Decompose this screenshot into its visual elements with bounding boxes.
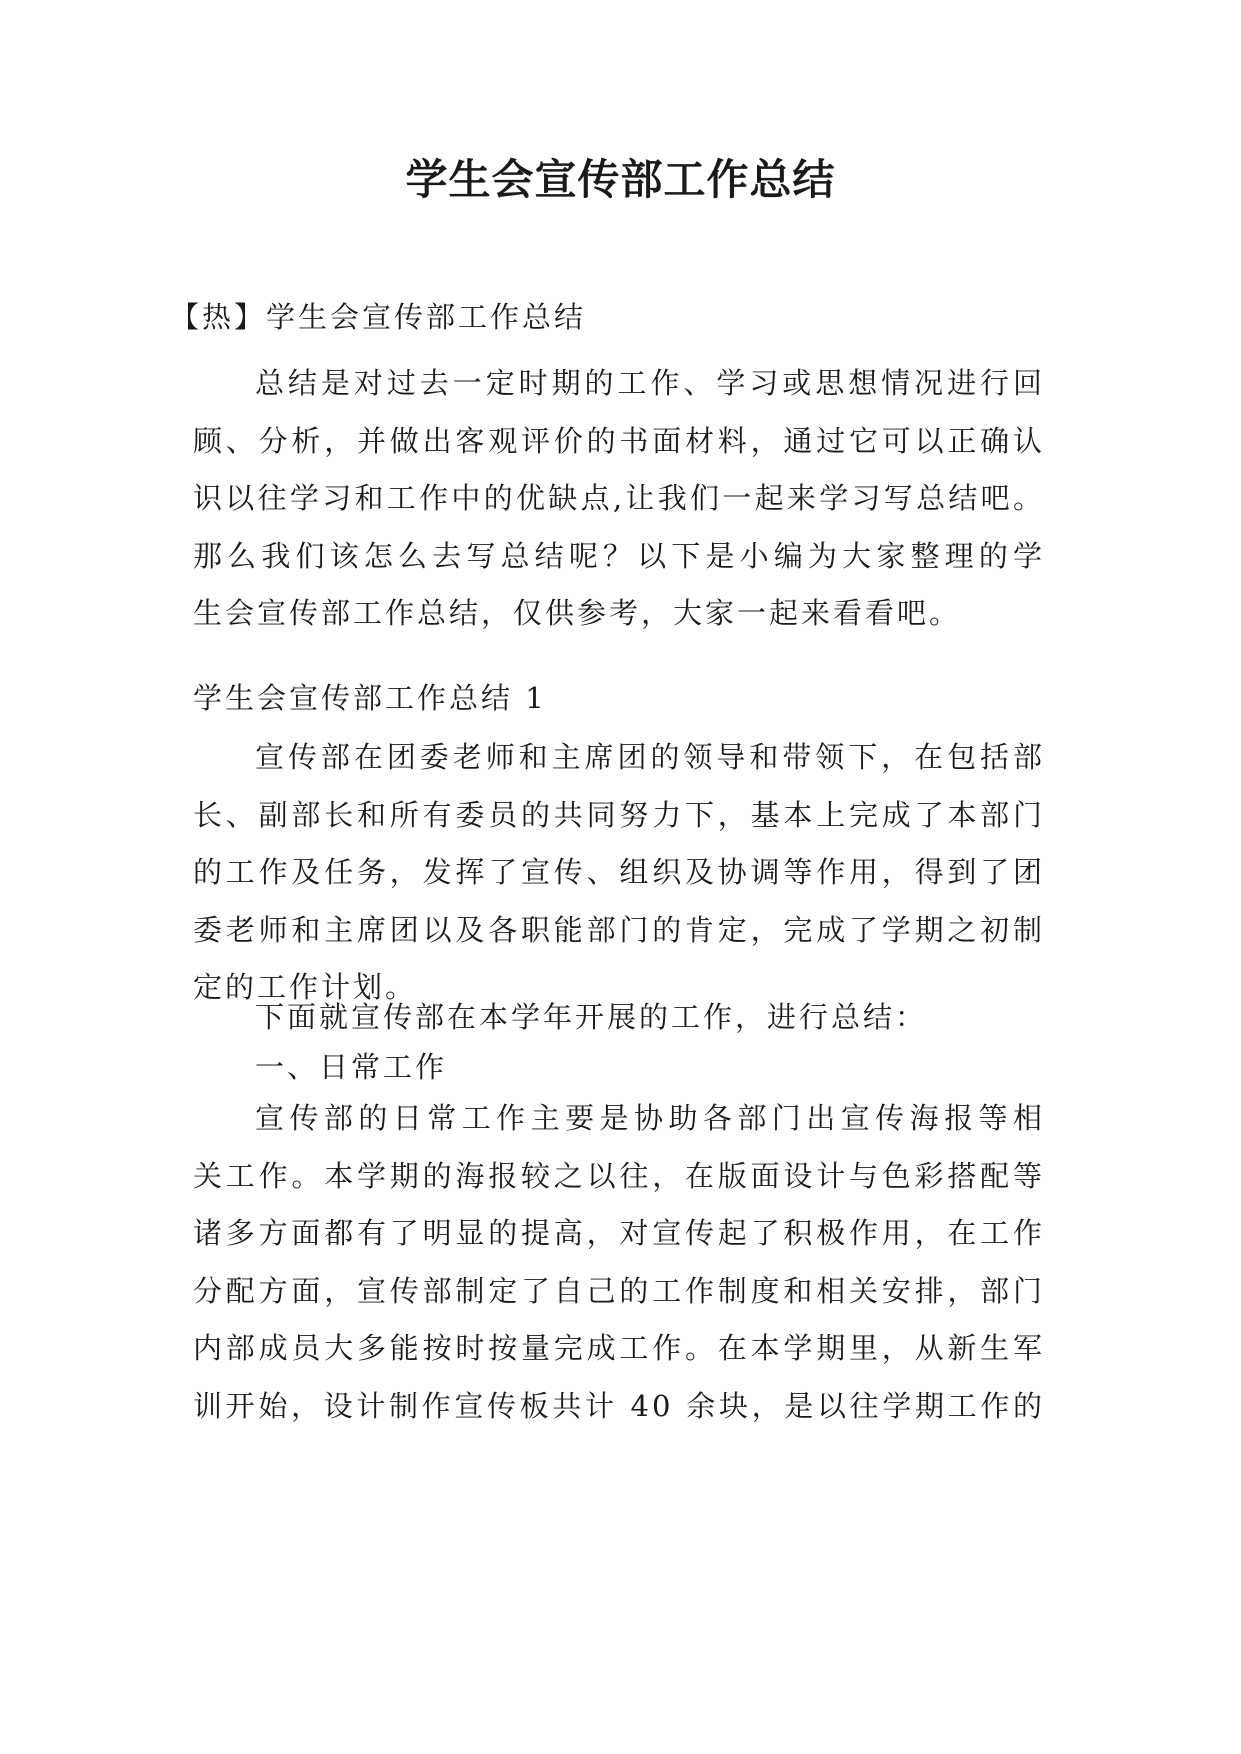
intro-line: 总结是对过去一定时期的工作、学习或思想情况进行回: [255, 366, 1045, 400]
document-subtitle: 【热】学生会宣传部工作总结: [170, 300, 587, 334]
paragraph-line: 长、副部长和所有委员的共同努力下，基本上完成了本部门: [193, 797, 1045, 832]
paragraph-3: [193, 1090, 1045, 1435]
paragraph-line: 的工作及任务，发挥了宣传、组织及协调等作用，得到了团: [193, 855, 1045, 889]
section-heading: 学生会宣传部工作总结 1: [193, 681, 547, 715]
paragraph-line: 分配方面，宣传部制定了自己的工作制度和相关安排，部门: [193, 1273, 1045, 1308]
paragraph-2: 下面就宣传部在本学年开展的工作，进行总结：: [255, 1000, 928, 1034]
paragraph-line: 宣传部的日常工作主要是协助各部门出宣传海报等相: [255, 1101, 1045, 1135]
paragraph-line: 定的工作计划。: [193, 970, 418, 1004]
document-title: 学生会宣传部工作总结: [405, 155, 836, 204]
intro-line: 顾、分析，并做出客观评价的书面材料，通过它可以正确认: [193, 423, 1045, 458]
intro-line: 那么我们该怎么去写总结呢？以下是小编为大家整理的学: [193, 538, 1045, 573]
subheading-daily-work: 一、日常工作: [255, 1050, 448, 1084]
intro-paragraph: [193, 355, 1045, 643]
paragraph-line: 诸多方面都有了明显的提高，对宣传起了积极作用，在工作: [193, 1216, 1045, 1250]
paragraph-line: 关工作。本学期的海报较之以往，在版面设计与色彩搭配等: [193, 1158, 1045, 1193]
intro-line: 识以往学习和工作中的优缺点,让我们一起来学习写总结吧。: [193, 481, 1045, 515]
paragraph-line: 委老师和主席团以及各职能部门的肯定，完成了学期之初制: [193, 912, 1045, 947]
intro-line: 生会宣传部工作总结，仅供参考，大家一起来看看吧。: [193, 596, 962, 630]
paragraph-1: [193, 729, 1045, 1017]
paragraph-line: 宣传部在团委老师和主席团的领导和带领下，在包括部: [255, 740, 1045, 774]
paragraph-line: 训开始，设计制作宣传板共计 40 余块，是以往学期工作的: [193, 1388, 1045, 1423]
paragraph-line: 内部成员大多能按时按量完成工作。在本学期里，从新生军: [193, 1331, 1045, 1365]
